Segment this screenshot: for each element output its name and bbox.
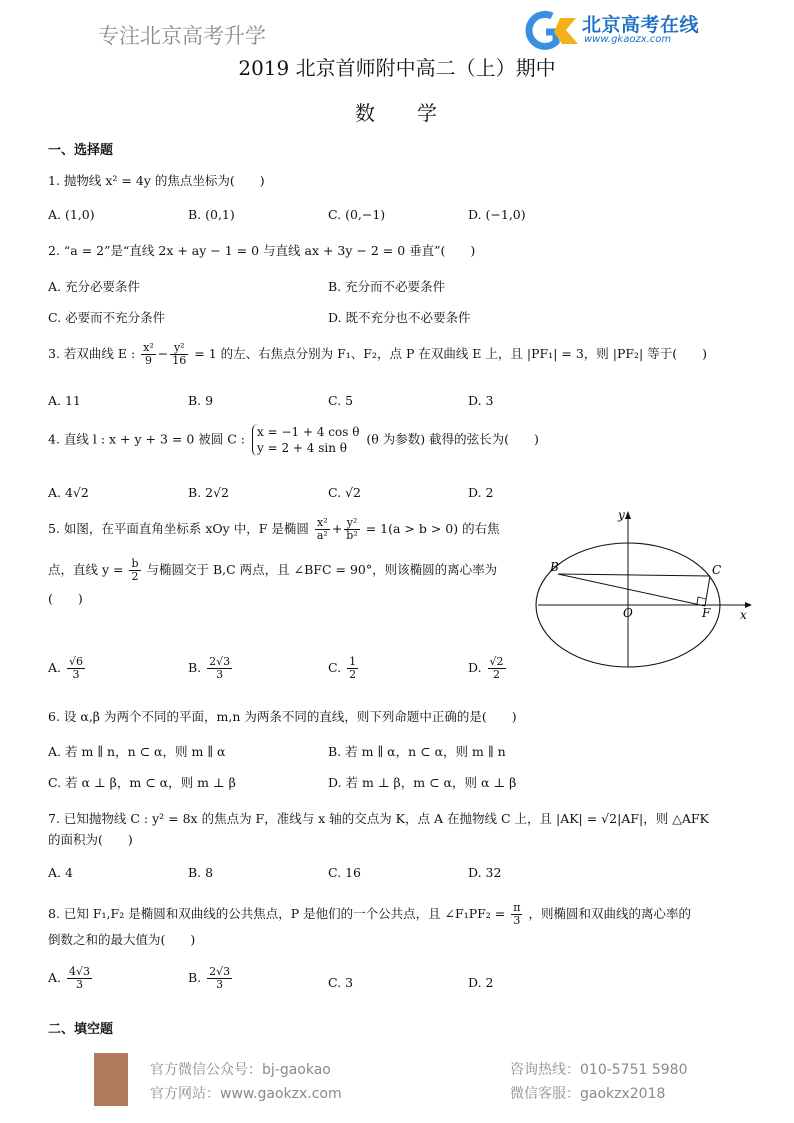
segment-cf	[705, 576, 710, 606]
question-5-line-3: ( )	[48, 591, 83, 606]
segment-bf	[558, 574, 705, 606]
q4-option-c: C. √2	[328, 485, 361, 500]
q3-fraction-y: $\frac{\text{y²}}{16}$	[172, 341, 187, 367]
q4-option-a: A. 4√2	[48, 485, 89, 500]
q7-option-d: D. 32	[468, 865, 502, 880]
footer-wechat: 官方微信公众号：bj-gaokao	[150, 1062, 331, 1078]
q4-stem-end: (θ 为参数) 截得的弦长为( )	[366, 431, 539, 447]
q4-sys-line-1: x = −1 + 4 cos θ	[257, 425, 360, 439]
label-c: C	[712, 563, 722, 577]
subject-char-1: 数	[355, 101, 377, 125]
q5-option-d: D. $\frac{√2}{2}$	[468, 655, 504, 681]
gk-logo-icon	[522, 10, 582, 50]
question-5-line-1: 5. 如图，在平面直角坐标系 xOy 中，F 是椭圆 $\frac{\text{x²}}{\text{a²}}$ + $\frac{\text{y²}}{\text{b²}}$ = 1(a > b > 0) 的右焦	[48, 516, 500, 542]
logo-brand-text: 北京高考在线	[582, 14, 700, 36]
logo-url-text: www.gkaozx.com	[584, 34, 672, 45]
q5-line1-end: = 1(a > b > 0) 的右焦	[365, 521, 500, 536]
footer-site: 官方网站：www.gaokzx.com	[150, 1086, 342, 1102]
label-f: F	[702, 606, 711, 620]
ellipse-figure	[530, 505, 760, 675]
q1-option-c: C. (0,−1)	[328, 207, 386, 222]
question-8-line-1	[48, 902, 691, 927]
question-7-line-2: 的面积为( )	[48, 832, 133, 847]
q2-option-a: A. 充分必要条件	[48, 279, 140, 294]
y-axis-arrow	[625, 511, 631, 519]
q5-option-c: C. $\frac{1}{2}$	[328, 655, 357, 681]
q3-stem-start: 3. 若双曲线 E :	[48, 346, 136, 361]
q4-stem-start: 4. 直线 l : x + y + 3 = 0 被圆 C :	[48, 431, 246, 447]
q3-option-a: A. 11	[48, 393, 81, 408]
section-fill: 二、填空题	[48, 1022, 114, 1037]
footer-accent-bar	[94, 1053, 128, 1106]
right-angle-mark	[697, 597, 706, 604]
q5-option-b: B. $\frac{2√3}{3}$	[188, 655, 231, 681]
q7-option-c: C. 16	[328, 865, 361, 880]
q6-option-b: B. 若 m ∥ α，n ⊂ α，则 m ∥ n	[328, 744, 506, 759]
question-5-line-2	[48, 558, 497, 583]
q6-option-d: D. 若 m ⊥ β，m ⊂ α，则 α ⊥ β	[328, 775, 517, 790]
exam-title: 2019 北京首师附中高二（上）期中	[238, 56, 556, 80]
question-8-line-2: 倒数之和的最大值为( )	[48, 932, 196, 947]
q5-option-a: A. $\frac{√6}{3}$	[48, 655, 83, 681]
q8-fraction-pi3: $\frac{\pi}{3}$	[513, 901, 521, 927]
q8-option-b: B. $\frac{2√3}{3}$	[188, 965, 231, 991]
q4-option-d: D. 2	[468, 485, 494, 500]
question-3-stem: 3. 若双曲线 E : $\frac{\text{x²}}{9}$ − $\frac{\text{y²}}{16}$ = 1 的左、右焦点分别为 F₁、F₂，点 P 在双曲线 E 上，且 |PF₁| = 3，则 |PF₂| 等于( )	[48, 341, 707, 367]
q4-sys-line-2: y = 2 + 4 sin θ	[257, 441, 347, 455]
footer-service: 微信客服：gaokzx2018	[510, 1086, 666, 1102]
chord-bc	[558, 574, 710, 576]
label-x: x	[740, 608, 747, 622]
q1-option-a: A. (1,0)	[48, 207, 95, 222]
q2-option-d: D. 既不充分也不必要条件	[328, 310, 471, 325]
q2-option-c: C. 必要而不充分条件	[48, 310, 166, 325]
q8-line1-start: 8. 已知 F₁,F₂ 是椭圆和双曲线的公共焦点，P 是他们的一个公共点，且 ∠F₁PF₂ =	[48, 906, 506, 921]
q7-option-a: A. 4	[48, 865, 73, 880]
q6-option-a: A. 若 m ∥ n，n ⊂ α，则 m ∥ α	[48, 744, 226, 759]
q5-line2-start: 点，直线 y =	[48, 562, 124, 577]
q6-option-c: C. 若 α ⊥ β，m ⊂ α，则 m ⊥ β	[48, 775, 236, 790]
label-y: y	[618, 508, 625, 522]
footer-hotline: 咨询热线：010-5751 5980	[510, 1062, 688, 1078]
q1-option-d: D. (−1,0)	[468, 207, 526, 222]
q4-option-b: B. 2√2	[188, 485, 230, 500]
label-b: B	[550, 560, 559, 574]
question-4-stem	[48, 424, 539, 456]
q5-line1-start: 5. 如图，在平面直角坐标系 xOy 中，F 是椭圆	[48, 521, 309, 536]
q3-option-d: D. 3	[468, 393, 494, 408]
q8-option-c: C. 3	[328, 975, 354, 990]
q7-option-b: B. 8	[188, 865, 214, 880]
q3-option-c: C. 5	[328, 393, 354, 408]
question-1-stem: 1. 抛物线 x² = 4y 的焦点坐标为( )	[48, 173, 265, 188]
question-7-line-1: 7. 已知抛物线 C : y² = 8x 的焦点为 F，准线与 x 轴的交点为 K，点 A 在抛物线 C 上，且 |AK| = √2|AF|，则 △AFK	[48, 811, 709, 826]
q8-option-d: D. 2	[468, 975, 494, 990]
q1-option-b: B. (0,1)	[188, 207, 235, 222]
label-o: O	[623, 606, 633, 620]
q5-line2-end: 与椭圆交于 B,C 两点，且 ∠BFC = 90°，则该椭圆的离心率为	[146, 562, 498, 577]
q3-fraction-x: $\frac{\text{x²}}{9}$	[143, 341, 154, 367]
q2-option-b: B. 充分而不必要条件	[328, 279, 446, 294]
section-choice: 一、选择题	[48, 143, 114, 158]
q5-fraction-b2: $\frac{b}{2}$	[131, 557, 139, 583]
q3-option-b: B. 9	[188, 393, 214, 408]
subject-title	[0, 97, 794, 126]
q8-line1-end: ，则椭圆和双曲线的离心率的	[528, 906, 691, 921]
q3-stem-end: = 1 的左、右焦点分别为 F₁、F₂，点 P 在双曲线 E 上，且 |PF₁| = 3，则 |PF₂| 等于( )	[194, 346, 707, 361]
q5-fraction-y: $\frac{\text{y²}}{\text{b²}}$	[346, 516, 358, 542]
subject-char-2: 学	[417, 101, 439, 125]
header-slogan: 专注北京高考升学	[98, 24, 266, 48]
q5-fraction-x: $\frac{\text{x²}}{\text{a²}}$	[316, 516, 328, 542]
brand-logo	[522, 10, 722, 50]
q4-param-system	[252, 424, 359, 456]
question-6-stem: 6. 设 α,β 为两个不同的平面，m,n 为两条不同的直线，则下列命题中正确的是( )	[48, 709, 517, 724]
q8-option-a: A. $\frac{4√3}{3}$	[48, 965, 90, 991]
question-2-stem: 2. “a = 2”是“直线 2x + ay − 1 = 0 与直线 ax + 3y − 2 = 0 垂直”( )	[48, 243, 476, 258]
